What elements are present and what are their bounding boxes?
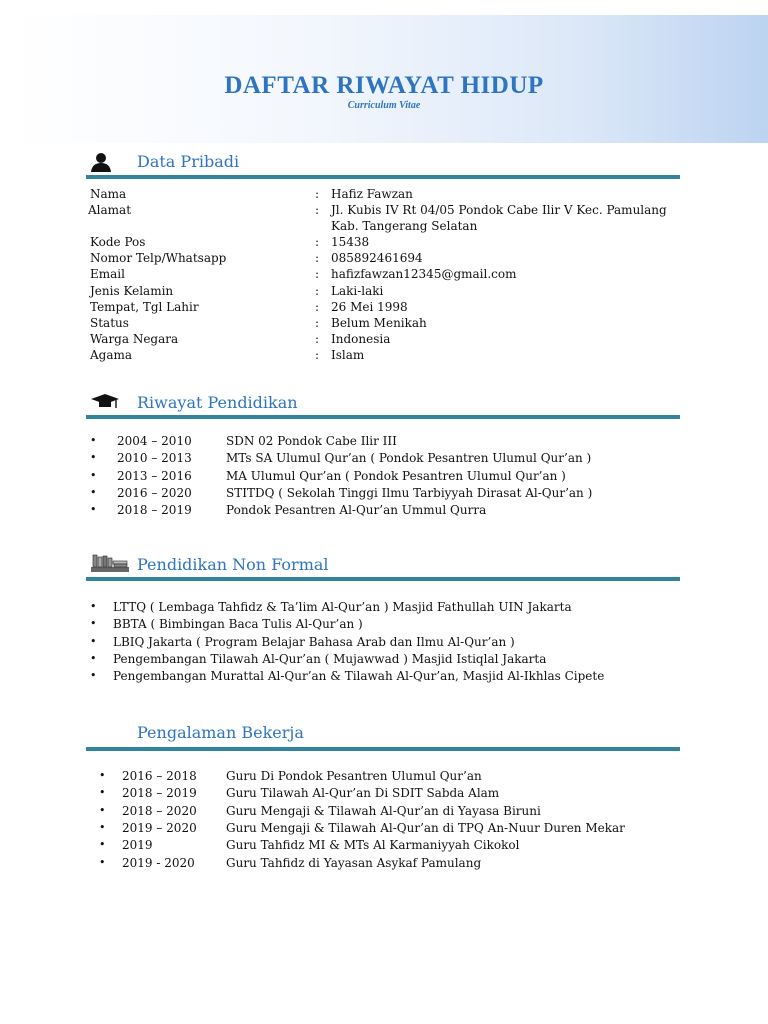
bullet: • [90, 634, 97, 648]
personal-label: Jenis Kelamin [90, 284, 174, 298]
work-years: 2018 – 2020 [122, 803, 197, 818]
colon: : [315, 316, 320, 330]
bullet: • [90, 434, 97, 447]
personal-value: Islam [331, 348, 365, 362]
personal-label: Nomor Telp/Whatsapp [90, 251, 227, 265]
work-job: Guru Tilawah Al-Qur’an Di SDIT Sabda Alam [226, 786, 500, 801]
bullet: • [90, 451, 97, 465]
bullet: • [99, 769, 106, 782]
bullet: • [99, 820, 106, 834]
bullet: • [90, 617, 97, 631]
personal-label: Alamat [88, 203, 132, 217]
colon: : [315, 300, 320, 314]
nonformal-item: LTTQ ( Lembaga Tahfidz & Ta’lim Al-Qur’an ) Masjid Fathullah UIN Jakarta [113, 600, 572, 614]
work-years: 2019 - 2020 [122, 855, 195, 870]
personal-label: Status [90, 316, 129, 330]
section-title-education: Riwayat Pendidikan [137, 393, 298, 412]
personal-value: Belum Menikah [331, 316, 427, 330]
page-subtitle: Curriculum Vitae [347, 100, 421, 111]
education-years: 2013 – 2016 [117, 468, 192, 483]
graduation-cap-icon [90, 393, 120, 415]
personal-value: hafizfawzan12345@gmail.com [331, 267, 517, 281]
bullet: • [99, 855, 106, 869]
section-divider [86, 577, 680, 581]
personal-value-cont: Kab. Tangerang Selatan [331, 219, 478, 233]
colon: : [315, 235, 320, 249]
education-school: STITDQ ( Sekolah Tinggi Ilmu Tarbiyyah Dirasat Al-Qur’an ) [226, 485, 593, 500]
work-job: Guru Mengaji & Tilawah Al-Qur’an di Yayasa Biruni [226, 803, 541, 818]
personal-value: Laki-laki [331, 284, 384, 298]
bullet: • [90, 600, 97, 613]
work-years: 2016 – 2018 [122, 769, 197, 783]
colon: : [315, 187, 320, 201]
nonformal-item: BBTA ( Bimbingan Baca Tulis Al-Qur’an ) [113, 617, 363, 632]
section-divider [86, 415, 680, 419]
bullet: • [90, 485, 97, 499]
work-job: Guru Mengaji & Tilawah Al-Qur’an di TPQ An-Nuur Duren Mekar [226, 820, 625, 835]
person-icon [90, 152, 112, 176]
bullet: • [90, 669, 97, 683]
nonformal-item: Pengembangan Murattal Al-Qur’an & Tilawah Al-Qur’an, Masjid Al-Ikhlas Cipete [113, 669, 605, 684]
education-years: 2004 – 2010 [117, 434, 192, 448]
bullet: • [99, 838, 106, 852]
bullet: • [90, 651, 97, 665]
colon: : [315, 251, 320, 265]
bullet: • [90, 503, 97, 517]
personal-value: Indonesia [331, 332, 391, 346]
personal-label: Tempat, Tgl Lahir [90, 300, 199, 314]
colon: : [315, 203, 320, 217]
page-title: DAFTAR RIWAYAT HIDUP [224, 72, 544, 99]
work-years: 2019 – 2020 [122, 820, 197, 835]
colon: : [315, 332, 320, 346]
colon: : [315, 267, 320, 281]
bullet: • [90, 468, 97, 482]
education-school: MA Ulumul Qur’an ( Pondok Pesantren Ulumul Qur’an ) [226, 468, 566, 483]
education-years: 2010 – 2013 [117, 451, 192, 466]
education-school: Pondok Pesantren Al-Qur’an Ummul Qurra [226, 503, 487, 518]
education-years: 2018 – 2019 [117, 503, 192, 518]
colon: : [315, 284, 320, 298]
nonformal-item: LBIQ Jakarta ( Program Belajar Bahasa Arab dan Ilmu Al-Qur’an ) [113, 634, 515, 649]
work-job: Guru Tahfidz di Yayasan Asykaf Pamulang [226, 855, 482, 870]
bullet: • [99, 786, 106, 800]
personal-value: Jl. Kubis IV Rt 04/05 Pondok Cabe Ilir V Kec. Pamulang [331, 203, 667, 217]
work-years: 2019 [122, 838, 153, 853]
personal-label: Nama [90, 187, 127, 201]
nonformal-item: Pengembangan Tilawah Al-Qur’an ( Mujawwad ) Masjid Istiqlal Jakarta [113, 651, 547, 666]
education-school: MTs SA Ulumul Qur’an ( Pondok Pesantren Ulumul Qur’an ) [226, 451, 592, 466]
education-school: SDN 02 Pondok Cabe Ilir III [226, 434, 397, 448]
section-divider [86, 747, 680, 751]
personal-value: Hafiz Fawzan [331, 187, 413, 201]
work-job: Guru Di Pondok Pesantren Ulumul Qur’an [226, 769, 482, 783]
personal-value: 26 Mei 1998 [331, 300, 408, 314]
personal-label: Email [90, 267, 125, 281]
section-title-personal: Data Pribadi [137, 152, 240, 171]
books-icon [90, 553, 130, 577]
colon: : [315, 348, 320, 362]
section-title-nonformal: Pendidikan Non Formal [137, 555, 329, 574]
work-years: 2018 – 2019 [122, 786, 197, 801]
personal-value: 15438 [331, 235, 370, 249]
section-divider [86, 175, 680, 179]
education-years: 2016 – 2020 [117, 485, 192, 500]
personal-label: Warga Negara [90, 332, 179, 346]
personal-label: Agama [90, 348, 133, 362]
personal-value: 085892461694 [331, 251, 423, 265]
personal-label: Kode Pos [90, 235, 146, 249]
work-job: Guru Tahfidz MI & MTs Al Karmaniyyah Cikokol [226, 838, 520, 853]
section-title-work: Pengalaman Bekerja [137, 723, 304, 742]
bullet: • [99, 803, 106, 817]
